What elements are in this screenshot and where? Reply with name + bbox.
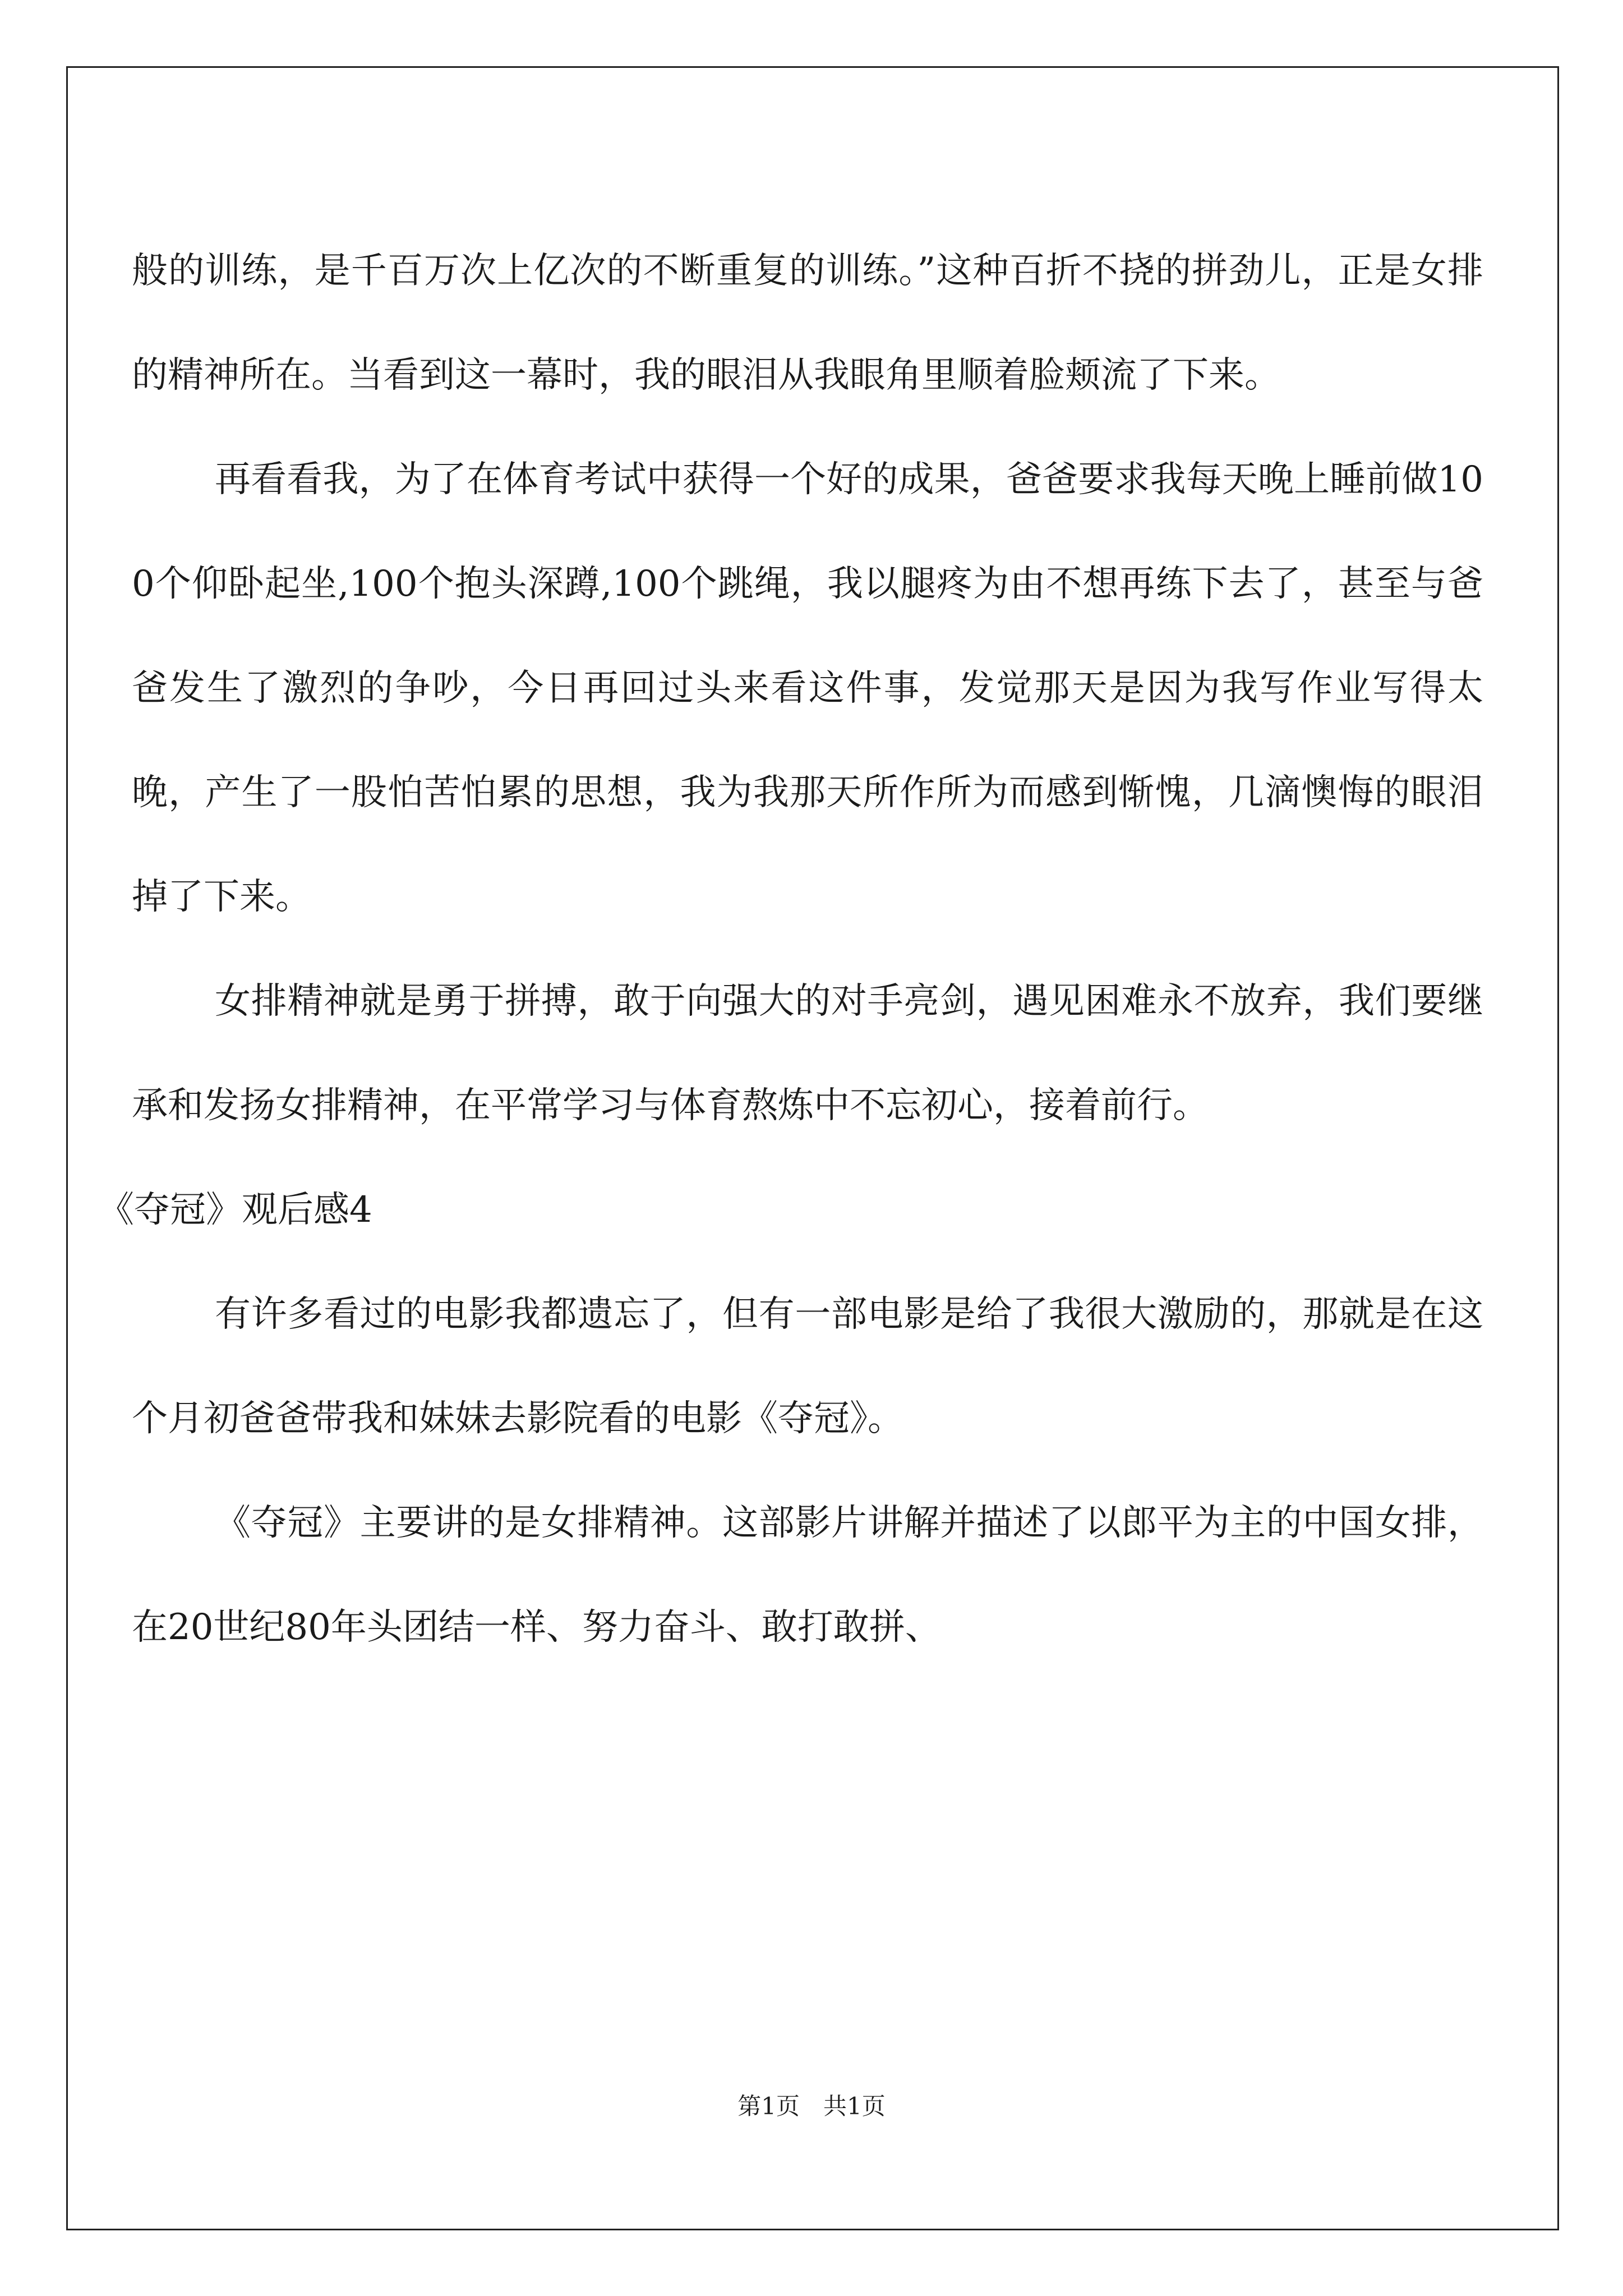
paragraph: 有许多看过的电影我都遗忘了，但有一部电影是给了我很大激励的，那就是在这个月初爸爸带我和妹妹去影院看的电影《夺冠》。 — [132, 1294, 1483, 1439]
paragraph: 再看看我，为了在体育考试中获得一个好的成果，爸爸要求我每天晚上睡前做100个仰卧起坐,100个抱头深蹲,100个跳绳，我以腿疼为由不想再练下去了，甚至与爸爸发生了激烈的争吵，今日再回过头来看这件事，发觉那天是因为我写作业写得太晚，产生了一股怕苦怕累的思想，我为我那天所作所为而感到惭愧，几滴懊悔的眼泪掉了下来。 — [132, 459, 1483, 918]
document-body — [98, 219, 1483, 1680]
paragraph: 《夺冠》主要讲的是女排精神。这部影片讲解并描述了以郎平为主的中国女排，在20世纪80年头团结一样、努力奋斗、敢打敢拼、 — [132, 1502, 1483, 1648]
paragraph: 女排精神就是勇于拼搏，敢于向强大的对手亮剑，遇见困难永不放弃，我们要继承和发扬女排精神，在平常学习与体育熬炼中不忘初心，接着前行。 — [132, 981, 1483, 1126]
page-number: 第1页 共1页 — [737, 2092, 886, 2120]
section-heading: 《夺冠》观后感4 — [98, 1189, 372, 1231]
paragraph: 般的训练，是千百万次上亿次的不断重复的训练。”这种百折不挠的拼劲儿，正是女排的精神所在。当看到这一幕时，我的眼泪从我眼角里顺着脸颊流了下来。 — [132, 250, 1483, 396]
